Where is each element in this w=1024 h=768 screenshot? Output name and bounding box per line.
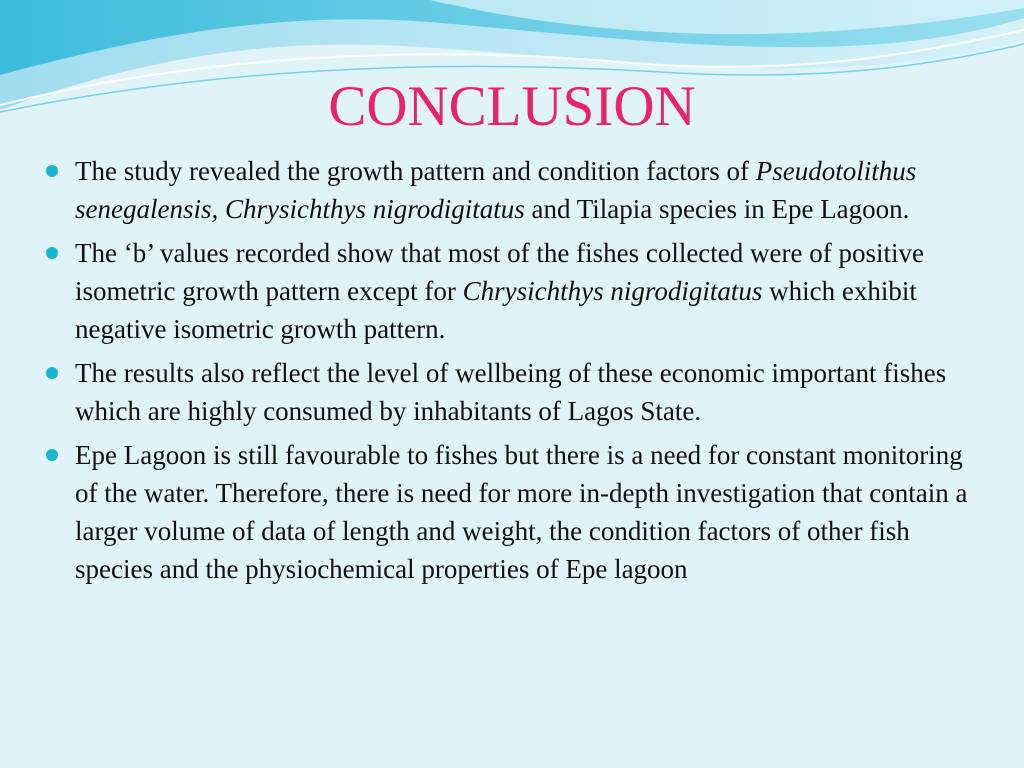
bullet-dot-icon xyxy=(46,165,58,177)
species-names: Pseudotolithus senegalensis, Chrysichthys nigrodigitatus xyxy=(75,156,917,224)
species-names: Chrysichthys nigrodigitatus xyxy=(462,276,763,306)
bullet-item-3 xyxy=(42,354,982,430)
bullet-text: which exhibit negative isometric growth pattern. xyxy=(75,276,917,344)
bullet-list xyxy=(42,152,982,594)
bullet-text: The results also reflect the level of wellbeing of these economic important fishes which are highly consumed by inhabitants of Lagos State. xyxy=(75,358,947,426)
bullet-text: Epe Lagoon is still favourable to fishes but there is a need for constant monitoring of the water. Therefore, there is need for more in-depth investigation that contain a larger volume of data of length and weight, the condition factors of other fish species and the physiochemical properties of Epe lagoon xyxy=(75,440,968,584)
bullet-dot-icon xyxy=(46,367,58,379)
bullet-text: and Tilapia species in Epe Lagoon. xyxy=(524,194,910,224)
bullet-text: The study revealed the growth pattern and condition factors of xyxy=(75,156,756,186)
bullet-dot-icon xyxy=(46,449,58,461)
bullet-item-1 xyxy=(42,152,982,228)
bullet-item-2 xyxy=(42,234,982,348)
bullet-dot-icon xyxy=(46,247,58,259)
slide-title: CONCLUSION xyxy=(328,75,696,138)
bullet-text: The ‘b’ values recorded show that most of the fishes collected were of positive isometric growth pattern except for xyxy=(75,238,924,306)
bullet-item-4 xyxy=(42,436,982,588)
